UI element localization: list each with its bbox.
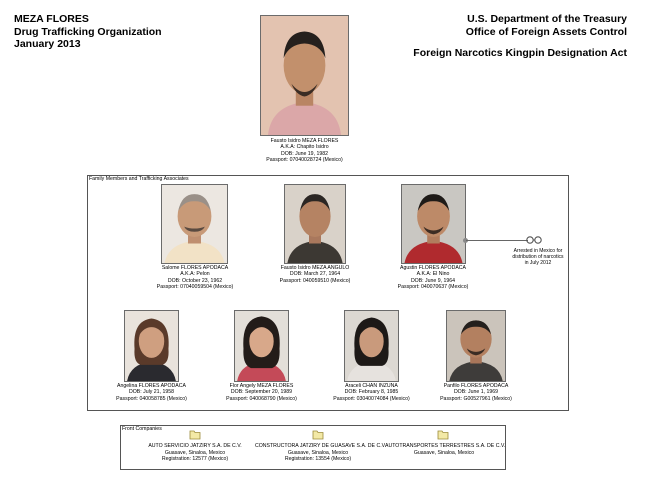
person-photo [344,310,399,382]
person-photo [234,310,289,382]
person-aka: A.K.A: Pelon [180,271,210,278]
person-caption [267,265,363,284]
person-dob: DOB: October 23, 1962 [167,277,223,284]
person-dob: DOB: February 8, 1985 [344,389,399,396]
agency-header [413,13,627,60]
person-name: Salome FLORES APODACA [161,265,229,271]
org-date: January 2013 [14,38,81,50]
connector-line [466,240,528,241]
agency-office: Office of Foreign Assets Control [465,25,627,38]
family-box-label: Family Members and Trafficking Associates [89,176,189,182]
person-photo [401,184,466,264]
company-location: Guasave, Sinaloa, Mexico [164,449,226,456]
person-name: Araceli CHAN INZUNA [345,383,398,389]
person-dob: DOB: July 21, 1958 [129,389,174,396]
person-dob: DOB: June 1, 1969 [453,389,499,396]
person-name: Panfilo FLORES APODACA [443,383,509,389]
organization-title [14,13,162,51]
person-passport: Passport: 040058785 (Mexico) [116,395,187,402]
agency-department: U.S. Department of the Treasury [467,13,627,25]
person-photo [284,184,346,264]
leader-dob: DOB: June 19, 1982 [280,150,328,157]
company-registration: Registration: 12577 (Mexico) [161,456,229,463]
arrest-note: Arrested in Mexico for distribution of narcotics in July 2012 [512,248,564,266]
person-dob: DOB: March 27, 1964 [289,271,341,278]
company-caption [255,443,387,463]
company-location: Guasave, Sinaloa, Mexico [287,449,349,456]
person-caption [385,265,481,291]
person-passport: Passport: G00527961 (Mexico) [440,395,512,402]
leader-photo [260,15,349,136]
org-name: MEZA FLORES [14,13,89,25]
person-photo [161,184,228,264]
person-dob: DOB: September 20, 1989 [230,389,293,396]
company-name: CONSTRUCTORA JATZIRY DE GUASAVE S.A. DE C.V. [255,443,387,449]
companies-box-label: Front Companies [122,426,162,432]
person-passport: Passport: 040059510 (Mexico) [279,277,351,284]
person-caption [214,383,309,402]
person-caption [148,265,242,291]
company-caption [140,443,250,463]
company-name: AUTO SERVICIO JATZIRY S.A. DE C.V. [148,443,242,449]
company-registration: Registration: 13554 (Mexico) [284,456,352,463]
person-caption [324,383,419,402]
handcuffs-icon [526,235,542,245]
person-passport: Passport: 03040074084 (Mexico) [333,395,410,402]
person-photo [124,310,179,382]
person-dob: DOB: June 9, 1964 [410,277,456,284]
person-caption [428,383,524,402]
designation-act: Foreign Narcotics Kingpin Designation Act [413,47,627,59]
leader-passport: Passport: 07040028724 (Mexico) [266,157,343,164]
document-icon [437,429,449,440]
leader-aka: A.K.A: Chapito Isidro [280,144,329,151]
document-icon [189,429,201,440]
person-name: Flor Angely MEZA FLORES [229,383,294,389]
document-icon [312,429,324,440]
company-location: Guasave, Sinaloa, Mexico [413,449,475,456]
company-caption [385,443,506,456]
person-passport: Passport: 07040059504 (Mexico) [156,284,234,291]
person-passport: Passport: 040068790 (Mexico) [226,395,297,402]
person-photo [446,310,506,382]
person-passport: Passport: 040070637 (Mexico) [397,284,469,291]
org-type: Drug Trafficking Organization [14,25,162,38]
person-name: Fausto Isidro MEZA ANGULO [280,265,350,271]
person-name: Angelina FLORES APODACA [117,383,186,389]
leader-name: Fausto Isidro MEZA FLORES [270,138,339,144]
leader-caption [254,138,355,164]
person-aka: A.K.A: El Nino [416,271,450,278]
company-name: AUTOTRANSPORTES TERRESTRES S.A. DE C.V. [385,443,506,449]
person-name: Agustin FLORES APODACA [399,265,467,271]
person-caption [104,383,199,402]
